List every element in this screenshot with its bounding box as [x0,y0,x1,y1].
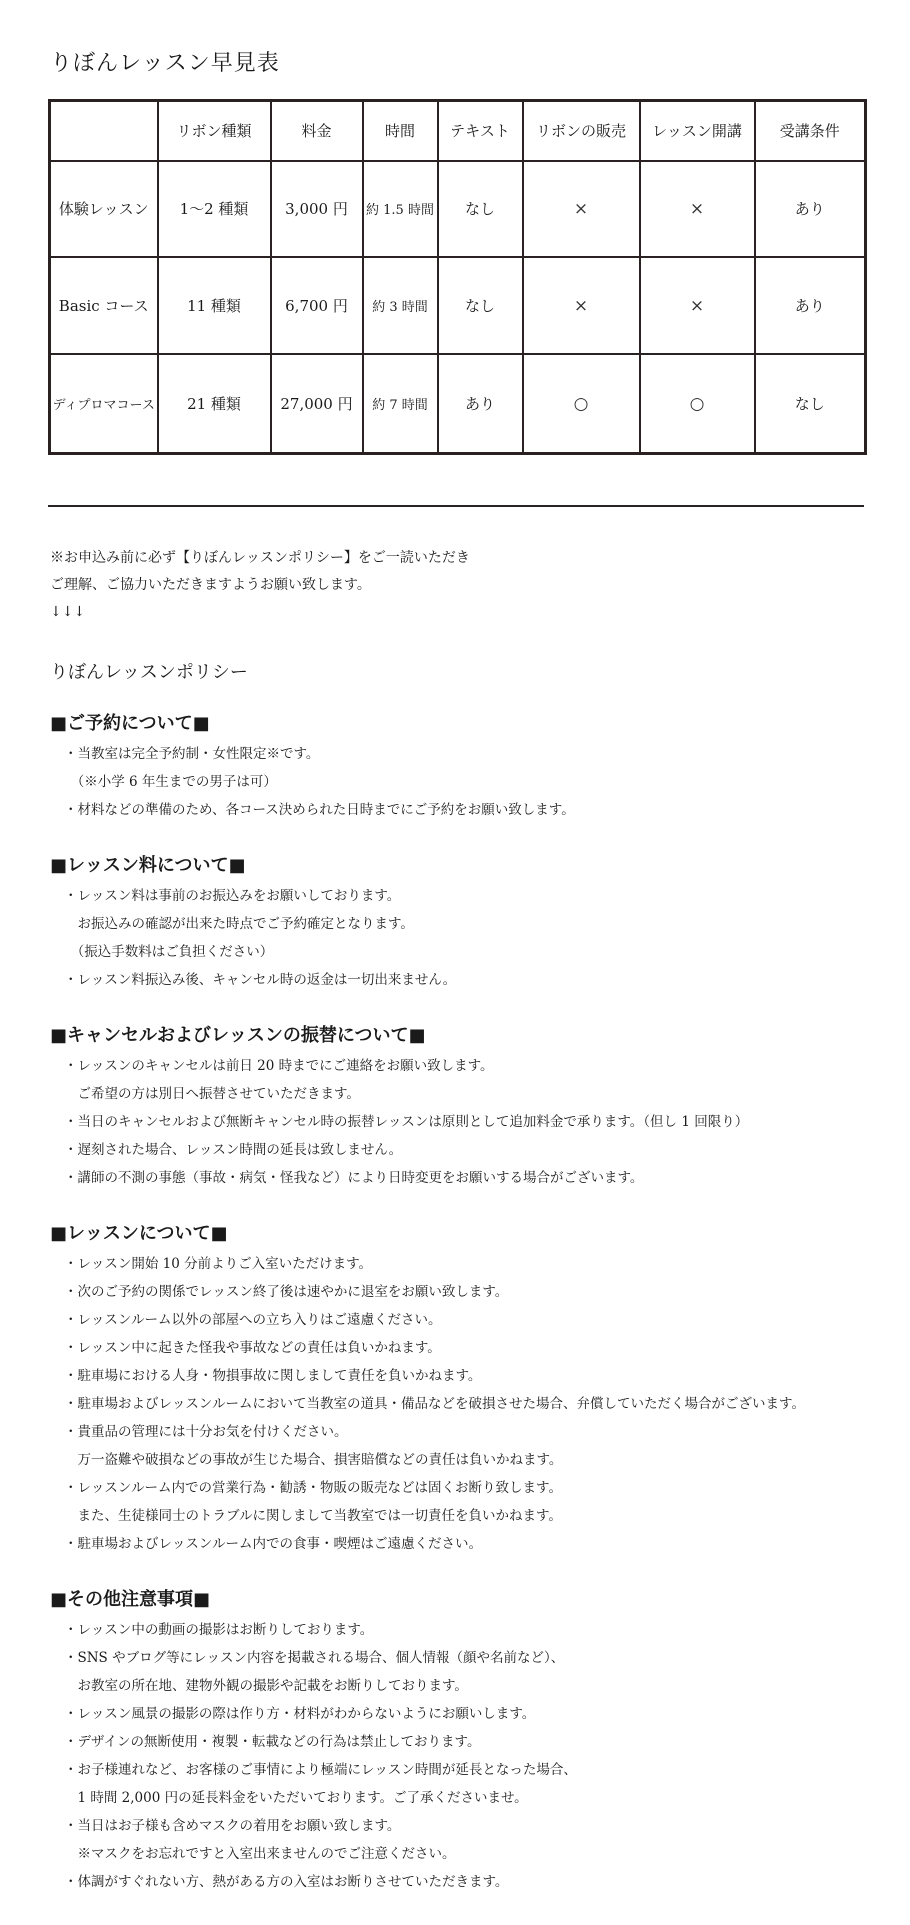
cell-lesson-teaching: × [640,257,755,354]
list-item: ・駐車場およびレッスンルーム内での食事・喫煙はご遠慮ください。 [64,1536,483,1552]
horizontal-divider [48,505,864,507]
section-heading: ■その他注意事項■ [50,1589,211,1610]
list-item: ご希望の方は別日へ振替させていただきます。 [64,1086,360,1102]
list-item: ・レッスン風景の撮影の際は作り方・材料がわからないようにお願いします。 [64,1706,536,1722]
cell-ribbon-sales: × [523,161,640,258]
list-item: （※小学 6 年生までの男子は可） [64,774,277,790]
list-item: お振込みの確認が出来た時点でご予約確定となります。 [64,916,414,932]
cell-text: あり [438,354,523,453]
section-lesson [50,1220,900,1558]
header-conditions: 受講条件 [755,101,866,161]
table-row [50,161,866,258]
list-item: （振込手数料はご負担ください） [64,944,274,960]
cell-conditions: あり [755,257,866,354]
list-item: ・材料などの準備のため、各コース決められた日時までにご予約をお願い致します。 [64,802,575,818]
list-item: ・次のご予約の関係でレッスン終了後は速やかに退室をお願い致します。 [64,1284,509,1300]
list-item: ・レッスン料は事前のお振込みをお願いしております。 [64,888,401,904]
cell-fee: 3,000 円 [271,161,363,258]
header-lesson-teaching: レッスン開講 [640,101,755,161]
section-heading: ■レッスン料について■ [50,855,246,876]
cell-lesson-teaching: × [640,161,755,258]
cell-conditions: あり [755,161,866,258]
list-item: 万一盗難や破損などの事故が生じた場合、損害賠償などの責任は負いかねます。 [64,1452,563,1468]
cell-ribbon-sales: ○ [523,354,640,453]
list-item: ・駐車場およびレッスンルームにおいて当教室の道具・備品などを破損させた場合、弁償していただく場合がございます。 [64,1396,805,1412]
down-arrows: ↓↓↓ [50,604,86,620]
policy-title: りぼんレッスンポリシー [50,662,248,683]
list-item: ・体調がすぐれない方、熱がある方の入室はお断りさせていただきます。 [64,1874,509,1890]
intro-line: ※お申込み前に必ず【りぼんレッスンポリシー】をご一読いただき [50,550,470,566]
cell-ribbon-sales: × [523,257,640,354]
list-item: ・当日のキャンセルおよび無断キャンセル時の振替レッスンは原則として追加料金で承ります。（但し 1 回限り） [64,1114,749,1130]
cell-ribbon-types: 1～2 種類 [158,161,271,258]
cell-conditions: なし [755,354,866,453]
row-course-name: Basic コース [50,257,158,354]
cell-time: 約 1.5 時間 [363,161,438,258]
cell-text: なし [438,161,523,258]
list-item: ・遅刻された場合、レッスン時間の延長は致しません。 [64,1142,403,1158]
header-ribbon-sales: リボンの販売 [523,101,640,161]
row-course-name: ディプロマコース [50,354,158,453]
ribbon-lesson-chart [48,99,867,455]
cell-time: 約 7 時間 [363,354,438,453]
list-item: ・お子様連れなど、お客様のご事情により極端にレッスン時間が延長となった場合、 [64,1762,577,1778]
header-text: テキスト [438,101,523,161]
list-item: ・レッスンのキャンセルは前日 20 時までにご連絡をお願い致します。 [64,1058,494,1074]
intro-notice [50,545,870,626]
list-item: ・レッスン料振込み後、キャンセル時の返金は一切出来ません。 [64,972,457,988]
policy-sections [50,710,900,1924]
list-item: また、生徒様同士のトラブルに関しまして当教室では一切責任を負いかねます。 [64,1508,562,1524]
section-heading: ■レッスンについて■ [50,1223,228,1244]
cell-lesson-teaching: ○ [640,354,755,453]
list-item: ・レッスン中に起きた怪我や事故などの責任は負いかねます。 [64,1340,441,1356]
section-lesson-fee [50,852,900,994]
cell-time: 約 3 時間 [363,257,438,354]
list-item: ・貴重品の管理には十分お気を付けください。 [64,1424,348,1440]
section-other-notes [50,1586,900,1896]
cell-ribbon-types: 21 種類 [158,354,271,453]
header-blank [50,101,158,161]
section-cancellation [50,1022,900,1192]
table-row [50,257,866,354]
row-course-name: 体験レッスン [50,161,158,258]
header-time: 時間 [363,101,438,161]
list-item: ・当日はお子様も含めマスクの着用をお願い致します。 [64,1818,401,1834]
table-header-row [50,101,866,161]
list-item: ・SNS やブログ等にレッスン内容を掲載される場合、個人情報（顔や名前など）、 [64,1650,565,1666]
cell-ribbon-types: 11 種類 [158,257,271,354]
list-item: ・レッスンルーム以外の部屋への立ち入りはご遠慮ください。 [64,1312,442,1328]
list-item: ※マスクをお忘れですと入室出来ませんのでご注意ください。 [64,1846,456,1862]
header-ribbon-types: リボン種類 [158,101,271,161]
chart-title: りぼんレッスン早見表 [50,51,280,76]
list-item: ・当教室は完全予約制・女性限定※です。 [64,746,320,762]
list-item: ・レッスン開始 10 分前よりご入室いただけます。 [64,1256,373,1272]
list-item: お教室の所在地、建物外観の撮影や記載をお断りしております。 [64,1678,468,1694]
cell-text: なし [438,257,523,354]
list-item: ・レッスンルーム内での営業行為・勧誘・物販の販売などは固くお断り致します。 [64,1480,562,1496]
list-item: 1 時間 2,000 円の延長料金をいただいております。ご了承くださいませ。 [64,1790,528,1806]
intro-line: ご理解、ご協力いただきますようお願い致します。 [50,577,371,593]
list-item: ・講師の不測の事態（事故・病気・怪我など）により日時変更をお願いする場合がございます。 [64,1170,644,1186]
section-reservation [50,710,900,824]
list-item: ・レッスン中の動画の撮影はお断りしております。 [64,1622,374,1638]
section-heading: ■キャンセルおよびレッスンの振替について■ [50,1025,426,1046]
table-row [50,354,866,453]
list-item: ・駐車場における人身・物損事故に関しまして責任を負いかねます。 [64,1368,482,1384]
cell-fee: 6,700 円 [271,257,363,354]
cell-fee: 27,000 円 [271,354,363,453]
section-heading: ■ご予約について■ [50,713,210,734]
header-fee: 料金 [271,101,363,161]
list-item: ・デザインの無断使用・複製・転載などの行為は禁止しております。 [64,1734,481,1750]
